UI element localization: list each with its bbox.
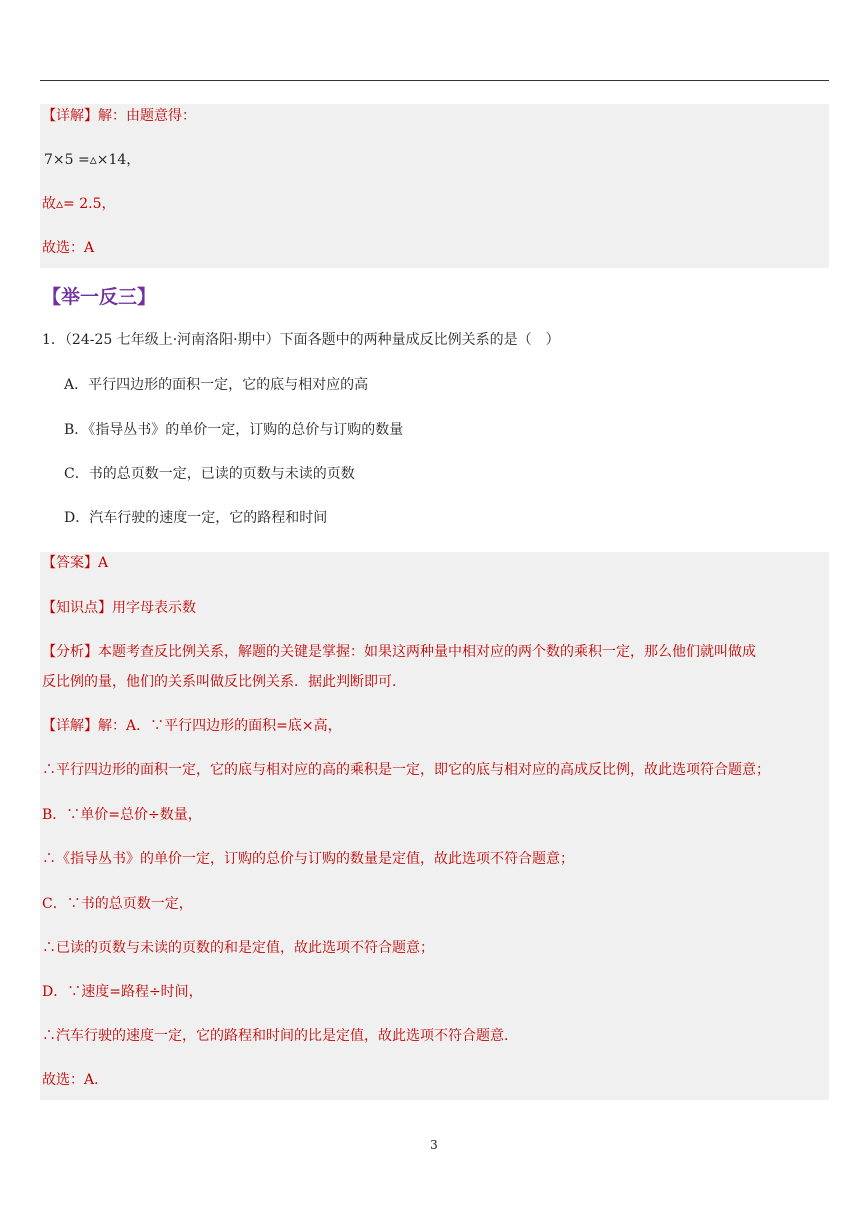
prev-detail-line: 【详解】解：由题意得： [42,108,196,124]
detail-line: ∴已读的页数与未读的页数的和是定值，故此选项不符合题意； [42,940,434,956]
detail-line: 故选：A． [42,1072,109,1088]
detail-line: ∴汽车行驶的速度一定，它的路程和时间的比是定值，故此选项不符合题意． [42,1028,518,1044]
option-d: D．汽车行驶的速度一定，它的路程和时间 [64,510,328,526]
knowledge-line: 【知识点】用字母表示数 [42,600,196,616]
analysis-line: 反比例的量，他们的关系叫做反比例关系．据此判断即可． [42,674,406,690]
header-rule [40,80,829,81]
analysis-line: 【分析】本题考查反比例关系，解题的关键是掌握：如果这两种量中相对应的两个数的乘积一定，那么他们就叫做成 [42,644,756,660]
option-a: A．平行四边形的面积一定，它的底与相对应的高 [64,377,369,393]
detail-line: B．∵单价=总价÷数量， [42,807,202,823]
detail-line: C．∵书的总页数一定， [42,896,193,912]
page-number: 3 [430,1138,438,1152]
detail-line: D．∵速度=路程÷时间， [42,984,203,1000]
prev-equation-line: 7×5 =▵×14， [44,152,141,168]
option-b: B．《指导丛书》的单价一定，订购的总价与订购的数量 [64,422,404,438]
detail-line: 【详解】解：A．∵平行四边形的面积=底×高， [42,718,342,734]
prev-result-line: 故▵= 2.5， [42,196,116,212]
option-c: C．书的总页数一定，已读的页数与未读的页数 [64,466,355,482]
section-title: 【举一反三】 [42,286,157,308]
prev-solution-block [40,104,829,268]
detail-line: ∴平行四边形的面积一定，它的底与相对应的高的乘积是一定，即它的底与相对应的高成反比例，故此选项符合题意； [42,762,770,778]
answer-block [40,552,829,1100]
question-stem: 1．（24-25 七年级上·河南洛阳·期中）下面各题中的两种量成反比例关系的是（ ） [42,332,560,348]
prev-choice-line: 故选：A [42,240,95,256]
answer-line: 【答案】A [42,555,109,571]
detail-line: ∴《指导丛书》的单价一定，订购的总价与订购的数量是定值，故此选项不符合题意； [42,851,574,867]
